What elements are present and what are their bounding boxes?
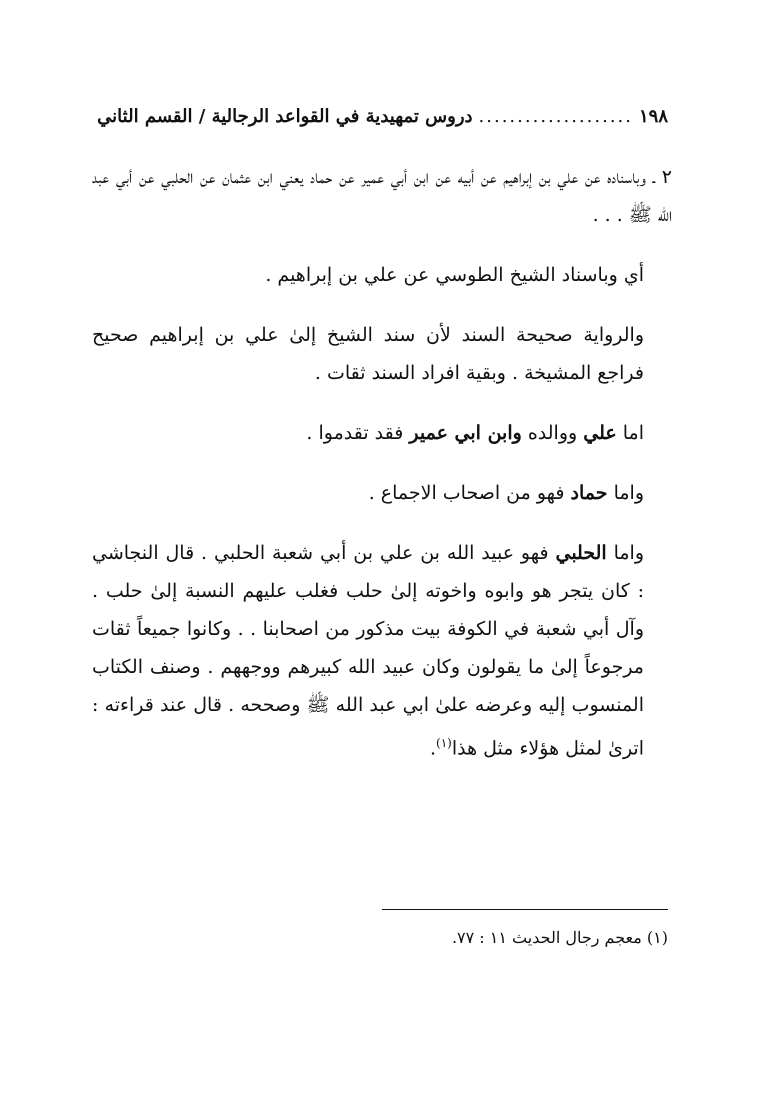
header-title: دروس تمهيدية في القواعد الرجالية / القسم الثاني	[97, 105, 473, 127]
footnote: (١) معجم رجال الحديث ١١ : ٧٧.	[451, 928, 668, 947]
page-number: ١٩٨	[638, 105, 668, 127]
paragraph-hammad: واما حماد فهو من اصحاب الاجماع .	[368, 482, 644, 504]
paragraph-hadith: ٢ ـ وباسناده عن علي بن إبراهيم عن أبيه عن ابن أبي عمير عن حماد يعني ابن عثمان عن الحلبي عن أبي عبد الله ﷺ . . .	[92, 166, 672, 226]
paragraph-ali: اما علي ووالده وابن ابي عمير فقد تقدموا .	[306, 422, 644, 444]
paragraph-isnad: أي وباسناد الشيخ الطوسي عن علي بن إبراهيم .	[265, 264, 644, 286]
name-ibn-abi-umayr: وابن ابي عمير	[409, 422, 522, 444]
header-dot-leader: ....................	[478, 105, 633, 127]
paragraph-sahih: والرواية صحيحة السند لأن سند الشيخ إلىٰ علي بن إبراهيم صحيح فراجع المشيخة . وبقية افراد السند ثقات .	[92, 324, 644, 384]
name-hammad: حماد	[570, 482, 608, 504]
paragraph-halabi: واما الحلبي فهو عبيد الله بن علي بن أبي شعبة الحلبي . قال النجاشي : كان يتجر هو وابوه واخوته إلىٰ حلب فغلب عليهم النسبة إلىٰ حلب . وآل أبي شعبة في الكوفة بيت مذكور من اصحابنا . . وكانوا جميعاً ثقات مرجوعاً إلىٰ ما يقولون وكان عبيد الله كبيرهم ووجههم . وصنف الكتاب المنسوب إليه وعرضه علىٰ ابي عبد الله ﷺ وصححه . قال عند قراءته : اترىٰ لمثل هؤلاء مثل هذا$^{(١)}$.	[92, 542, 644, 760]
name-halabi: الحلبي	[555, 542, 607, 564]
footnote-divider	[382, 909, 668, 910]
main-text	[92, 158, 672, 789]
name-ali: علي	[583, 422, 617, 444]
running-header	[92, 96, 668, 136]
footnote-reference[interactable]: (١)	[436, 736, 452, 750]
